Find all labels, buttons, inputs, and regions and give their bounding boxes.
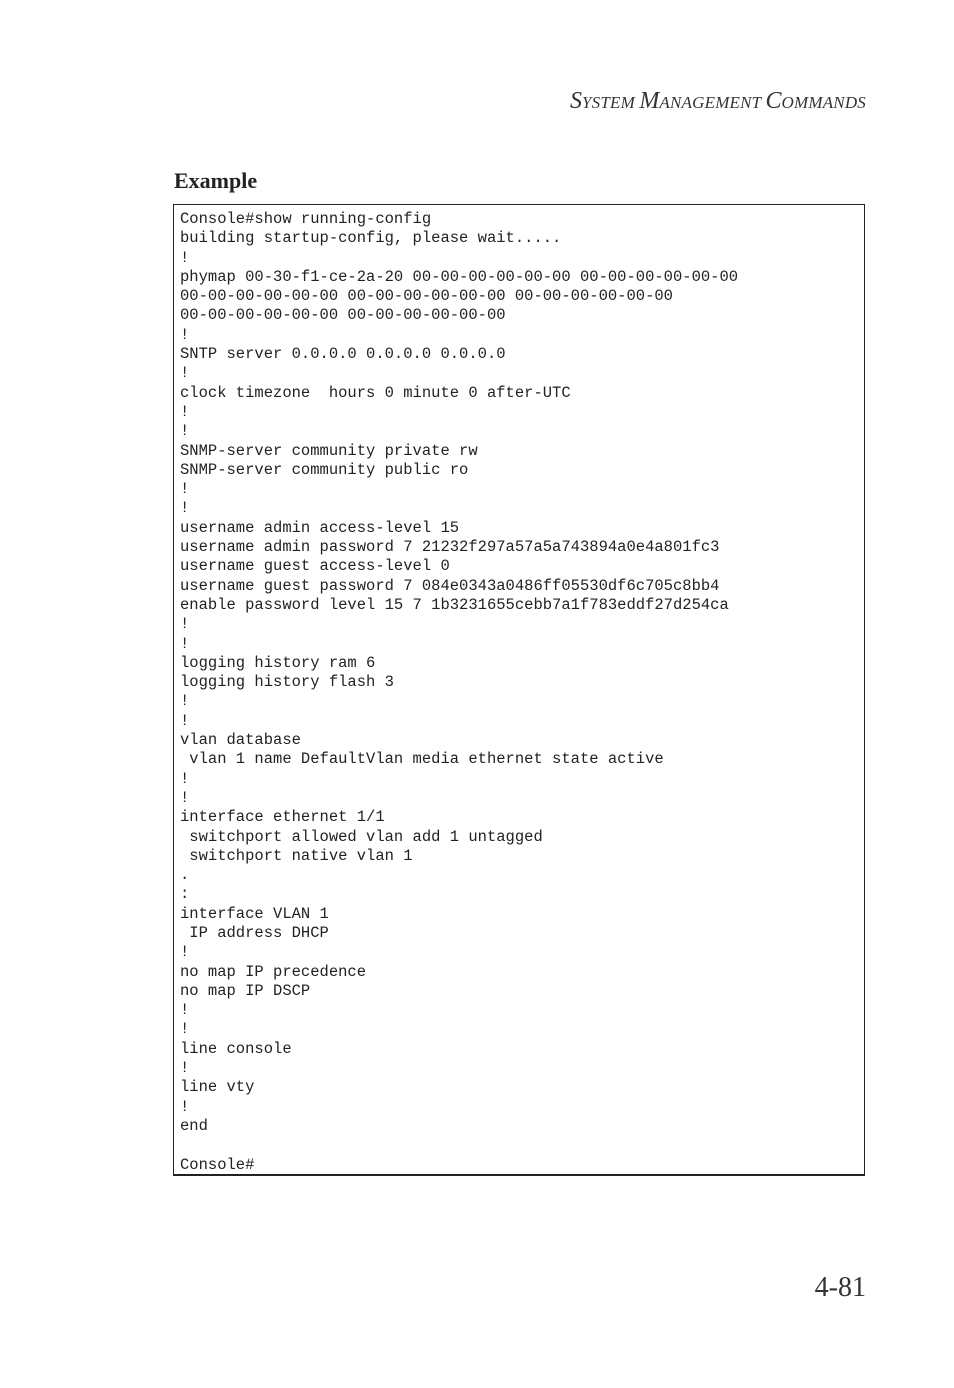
code-line: vlan 1 name DefaultVlan media ethernet state active xyxy=(180,750,664,769)
section-title: Example xyxy=(174,168,258,193)
code-line: ! xyxy=(180,711,190,730)
code-line: : xyxy=(180,885,190,904)
header-part: OMMANDS xyxy=(781,93,866,112)
code-line: logging history ram 6 xyxy=(180,653,376,672)
code-line: ! xyxy=(180,692,190,711)
code-line: SNMP-server community public ro xyxy=(180,460,469,479)
code-line: ! xyxy=(180,248,190,267)
code-line: ! xyxy=(180,402,190,421)
code-line: ! xyxy=(180,1020,190,1039)
code-line xyxy=(180,1136,858,1155)
code-line: interface ethernet 1/1 xyxy=(180,808,385,827)
code-line: ! xyxy=(180,943,190,962)
code-line: ! xyxy=(180,1059,190,1078)
code-line: switchport native vlan 1 xyxy=(180,846,413,865)
header-part: S xyxy=(570,88,583,114)
code-line: ! xyxy=(180,422,190,441)
code-line: . xyxy=(180,866,190,885)
code-line: ! xyxy=(180,499,190,518)
code-line: ! xyxy=(180,1097,190,1116)
code-line: SNMP-server community private rw xyxy=(180,441,478,460)
code-line: phymap 00-30-f1-ce-2a-20 00-00-00-00-00-00 00-00-00-00-00-00 xyxy=(180,267,739,286)
code-lines xyxy=(180,210,858,1175)
code-line: username admin access-level 15 xyxy=(180,518,460,537)
code-line: no map IP precedence xyxy=(180,962,367,981)
page-number: 4-81 xyxy=(814,1272,866,1303)
code-line: ! xyxy=(180,788,190,807)
code-line: username guest password 7 084e0343a0486ff05530df6c705c8bb4 xyxy=(180,576,720,595)
code-line: ! xyxy=(180,769,190,788)
code-line: interface VLAN 1 xyxy=(180,904,329,923)
code-line: line console xyxy=(180,1039,292,1058)
code-line: Console# xyxy=(180,1155,255,1174)
code-line: ! xyxy=(180,480,190,499)
running-header xyxy=(570,88,866,115)
code-line: SNTP server 0.0.0.0 0.0.0.0 0.0.0.0 xyxy=(180,345,506,364)
header-part: M xyxy=(639,88,660,114)
code-line: IP address DHCP xyxy=(180,923,329,942)
code-line: end xyxy=(180,1116,208,1135)
code-line: line vty xyxy=(180,1078,255,1097)
header-part: YSTEM xyxy=(582,93,640,112)
code-line: building startup-config, please wait..... xyxy=(180,229,562,248)
code-line: vlan database xyxy=(180,731,301,750)
code-line: username guest access-level 0 xyxy=(180,557,450,576)
code-line: clock timezone hours 0 minute 0 after-UTC xyxy=(180,383,571,402)
code-line: switchport allowed vlan add 1 untagged xyxy=(180,827,543,846)
code-line: ! xyxy=(180,364,190,383)
code-line: ! xyxy=(180,615,190,634)
code-line: username admin password 7 21232f297a57a5a743894a0e4a801fc3 xyxy=(180,538,720,557)
code-line: Console#show running-config xyxy=(180,210,432,228)
code-line: ! xyxy=(180,1001,190,1020)
header-part: C xyxy=(765,88,782,114)
code-line: 00-00-00-00-00-00 00-00-00-00-00-00 00-00-00-00-00-00 xyxy=(180,287,673,306)
code-line: 00-00-00-00-00-00 00-00-00-00-00-00 xyxy=(180,306,506,325)
code-line: ! xyxy=(180,325,190,344)
code-example-box xyxy=(173,204,865,1176)
code-line: no map IP DSCP xyxy=(180,981,311,1000)
code-line: logging history flash 3 xyxy=(180,673,394,692)
header-part: ANAGEMENT xyxy=(659,93,766,112)
code-line: enable password level 15 7 1b3231655cebb7a1f783eddf27d254ca xyxy=(180,595,729,614)
code-line: ! xyxy=(180,634,190,653)
